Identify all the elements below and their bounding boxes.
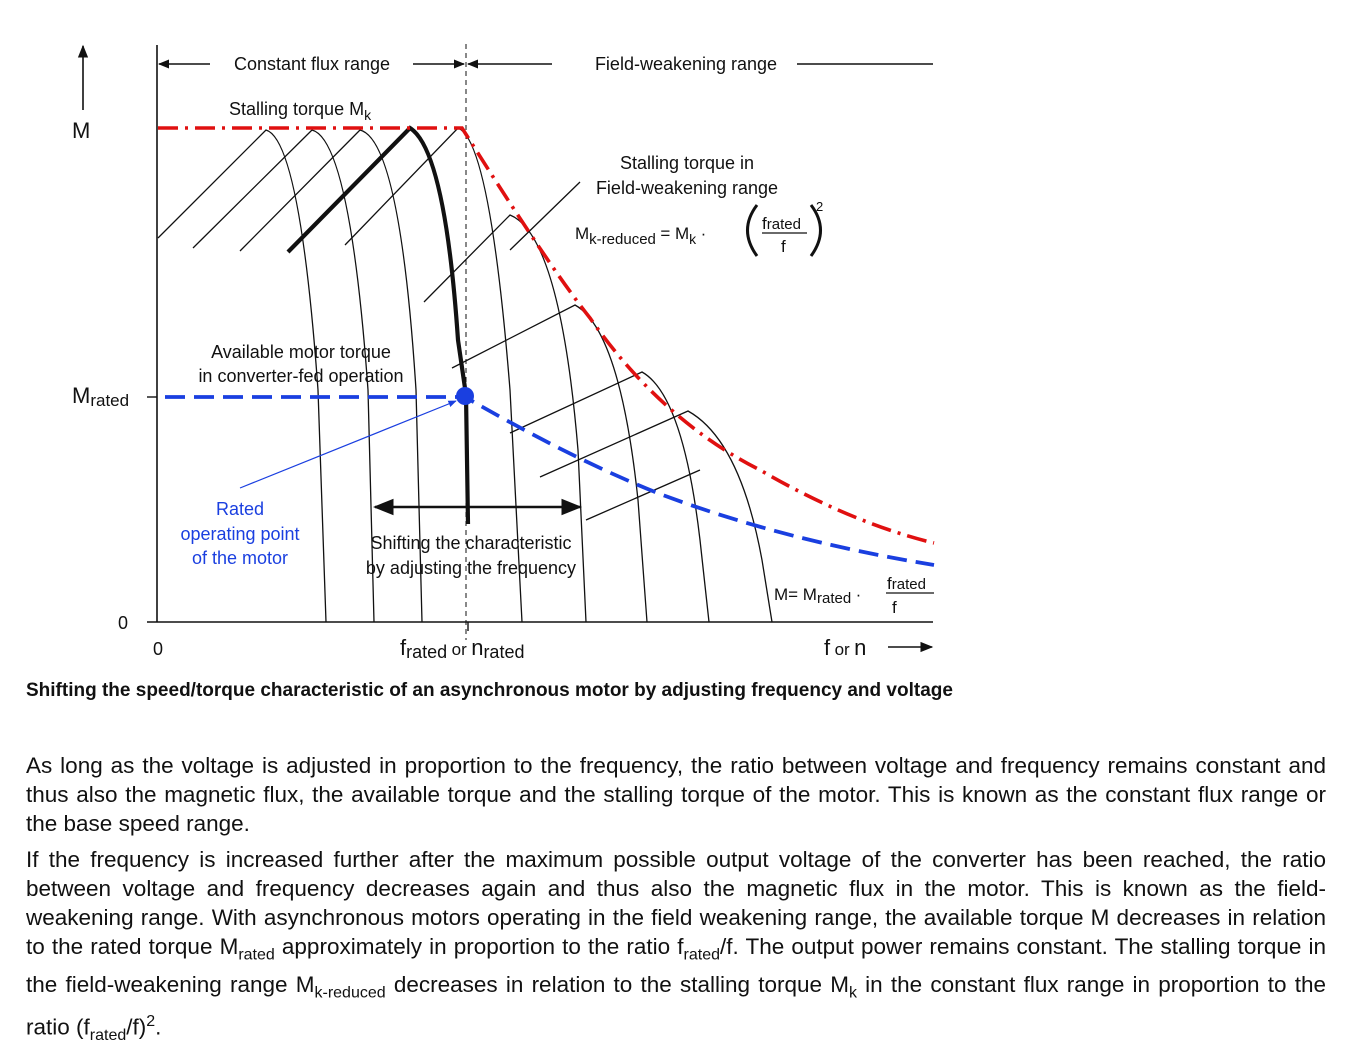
- svg-text:2: 2: [816, 199, 824, 214]
- rated-point-label-1: Rated: [215, 499, 265, 519]
- stalling-torque-label: Stalling torque Mk: [229, 99, 372, 123]
- rated-point-label-3: of the motor: [191, 548, 289, 568]
- formula-reduced: [575, 199, 823, 256]
- paragraph-constant-flux: As long as the voltage is adjusted in proportion to the frequency, the ratio between voltage and frequency remains constant and thus also the magnetic flux, the available torque and the stalling torque of the motor. This is known as the constant flux range or the base speed range.: [26, 753, 1326, 836]
- range-constant-flux-label: Constant flux range: [233, 54, 391, 74]
- rated-point-pointer: [240, 401, 456, 488]
- stalling-torque-curve: [158, 128, 934, 543]
- svg-text:frated: frated: [887, 574, 926, 593]
- rated-characteristic-curve: [288, 128, 468, 524]
- shift-label-2: by adjusting the frequency: [365, 558, 577, 578]
- svg-text:frated: frated: [762, 214, 801, 233]
- available-torque-label-2: in converter-fed operation: [198, 366, 404, 386]
- stalling-fw-label-2: Field-weakening range: [595, 178, 779, 198]
- range-field-weakening-label: Field-weakening range: [594, 54, 778, 74]
- paragraph-field-weakening: If the frequency is increased further after the maximum possible output voltage of the converter has been reached, the ratio between voltage and frequency decreases again and thus also the magnetic flux in the motor. This is known as the field-weakening range. With asynchronous motors operating in the field weakening range, the available torque M decreases in relation to the rated torque $M_{rated}$ approximately in proportion to the ratio $f_{rated}/f$. The output power remains constant. The stalling torque in the field-weakening range $M_{k-reduced}$ decreases in relation to the stalling torque $M_k$ in the constant flux range in proportion to the ratio $(f_{rated}/f)^2$.: [26, 847, 1327, 1044]
- y-zero-label: 0: [118, 613, 129, 633]
- x-axis-label: f or n: [824, 635, 867, 660]
- rated-point-label-2: operating point: [180, 524, 300, 544]
- available-torque-label-1: Available motor torque: [211, 342, 391, 362]
- m-rated-label: Mrated: [72, 383, 130, 410]
- svg-text:M= Mrated ·: M= Mrated ·: [774, 585, 862, 607]
- rated-operating-point: [456, 387, 474, 405]
- figure-caption: Shifting the speed/torque characteristic of an asynchronous motor by adjusting frequency and voltage: [26, 680, 953, 701]
- f-rated-label: frated or nrated: [400, 635, 525, 662]
- shift-label-1: Shifting the characteristic: [370, 533, 572, 553]
- svg-text:Mk-reduced = Mk ·: Mk-reduced = Mk ·: [575, 224, 707, 248]
- stalling-fw-label-1: Stalling torque in: [619, 153, 755, 173]
- y-axis-label: M: [72, 118, 91, 143]
- svg-text:f: f: [781, 237, 786, 256]
- formula-m: [774, 574, 934, 617]
- svg-text:f: f: [892, 598, 897, 617]
- x-zero-label: 0: [153, 639, 164, 659]
